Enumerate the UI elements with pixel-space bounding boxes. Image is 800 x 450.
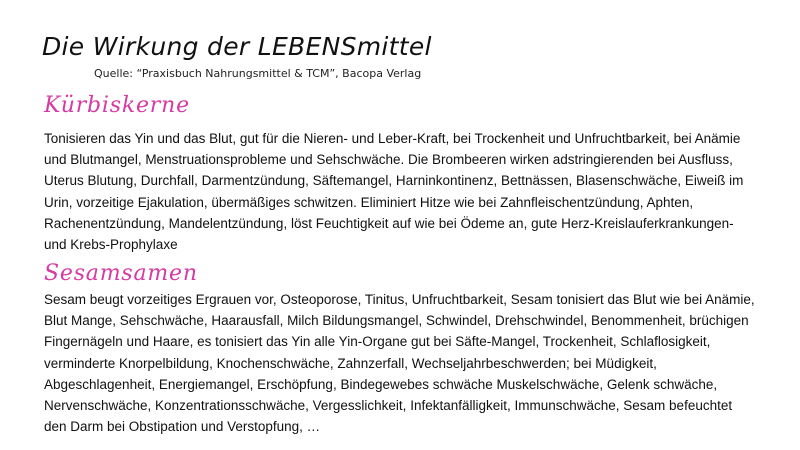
section-heading-sesamsamen: Sesamsamen bbox=[44, 261, 198, 286]
section-body-kuerbiskerne: Tonisieren das Yin und das Blut, gut für die Nieren- und Leber-Kraft, bei Trockenheit und Unfruchtbarkeit, bei Anämie und Blutmangel, Menstruationsprobleme und Sehschwäche. Die Brombeeren wirken adstringierenden bei Ausfluss, Uterus Blutung, Durchfall, Darmentzündung, Säftemangel, Harninkontinenz, Bettnässen, Blasenschwäche, Eiweiß im Urin, vorzeitige Ejakulation, übermäßiges schwitzen. Eliminiert Hitze wie bei Zahnfleischentzündung, Aphten, Rachenentzündung, Mandelentzündung, löst Feuchtigkeit auf wie bei Ödeme an, gute Herz-Kreislauferkrankungen- und Krebs-Prophylaxe bbox=[44, 131, 744, 253]
section-body-sesamsamen: Sesam beugt vorzeitiges Ergrauen vor, Osteoporose, Tinitus, Unfruchtbarkeit, Sesam tonisiert das Blut wie bei Anämie, Blut Mange, Sehschwäche, Haarausfall, Milch Bildungsmangel, Schwindel, Drehschwindel, Benommenheit, brüchigen Fingernägeln und Haare, es tonisiert das Yin alle Yin-Organe gut bei Säfte-Mangel, Trockenheit, Schlaflosigkeit, verminderte Knorpelbildung, Knochenschwäche, Zahnzerfall, Wechseljahrbeschwerden; bei Müdigkeit, Abgeschlagenheit, Energiemangel, Erschöpfung, Bindegewebes schwäche Muskelschwäche, Gelenk schwäche, Nervenschwäche, Konzentrationsschwäche, Vergesslichkeit, Infektanfälligkeit, Immunschwäche, Sesam befeuchtet den Darm bei Obstipation und Verstopfung, … bbox=[44, 292, 755, 435]
source-citation: Quelle: “Praxisbuch Nahrungsmittel & TCM”, Bacopa Verlag bbox=[94, 67, 422, 80]
page-title: Die Wirkung der LEBENSmittel bbox=[42, 32, 432, 61]
section-heading-kuerbiskerne: Kürbiskerne bbox=[44, 93, 190, 118]
